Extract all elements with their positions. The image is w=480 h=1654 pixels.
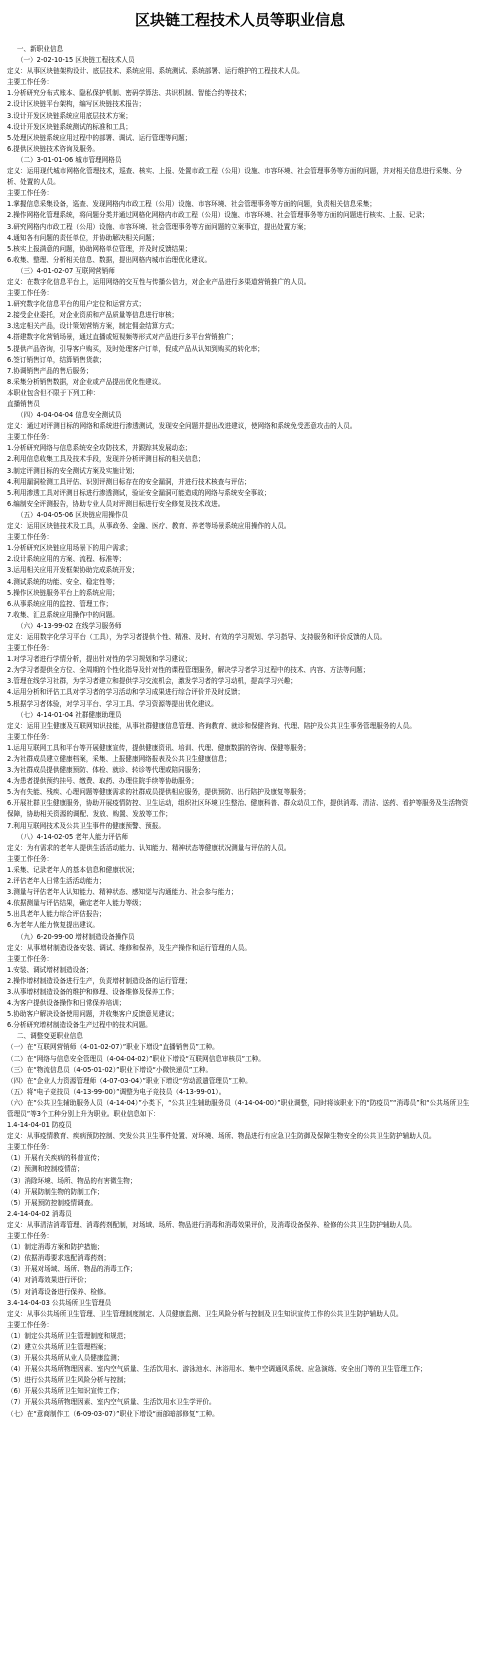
body-text-line: 1.对学习者进行学情分析，提出针对性的学习规划和学习建议； xyxy=(7,655,192,664)
body-text-line: 3.管理在线学习社群，为学习者建立和提供学习交流机会，激发学习者的学习动机，提高学习兴趣； xyxy=(7,677,297,686)
section-heading: 二、调整变更职业信息 xyxy=(16,1032,83,1041)
body-text-line: 4.利用漏洞检测工具评估、识别评测目标存在的安全漏洞，并进行技术核查与评估； xyxy=(7,477,251,486)
body-text-line: 2.为学习者提供全方位、全周期的个性化指导及针对性的课程管理服务，解决学习者学习过程中的技术、内容、方法等问题； xyxy=(7,666,370,675)
body-text-line: 3.制定评测目标的安全测试方案及实施计划； xyxy=(7,466,139,475)
body-text-line: 定义：运用区块链技术及工具，从事政务、金融、医疗、教育、养老等场景系统应用操作的人员。 xyxy=(7,522,291,531)
occupation-heading: （五）4-04-05-06 区块链应用操作员 xyxy=(16,510,129,519)
body-text-line: 2.4-14-04-02 消毒员 xyxy=(7,1209,72,1218)
body-text-line: 5.操作区块链服务平台上的系统应用； xyxy=(7,588,119,597)
body-text-line: 1.分析研究网络与信息系统安全攻防技术，并跟踪其发展动态； xyxy=(7,444,192,453)
body-text-line: 1.4-14-04-01 防疫员 xyxy=(7,1121,72,1130)
body-text-line: 定义：从事清洁消毒管理、消毒药剂配制，对场域、场所、物品进行消毒和消毒效果评价，及消毒设备保养、检修的公共卫生防护辅助人员。 xyxy=(7,1220,416,1229)
body-text-line: 定义：从事公共场所卫生管理、卫生管理制度制定、人员健康监测、卫生风险分析与控制及卫生知识宣传工作的公共卫生防护辅助人员。 xyxy=(7,1309,403,1318)
body-text-line: （2）预测和控制疫情苗； xyxy=(7,1165,84,1174)
body-text-line: 5.处理区块链系统应用过程中的部署、调试、运行管理等问题； xyxy=(7,133,192,142)
document-body xyxy=(7,44,473,1420)
body-text-line: 6.提供区块链技术咨询及服务。 xyxy=(7,144,100,153)
body-text-line: 4.设计开发区块链系统测试的标准和工具； xyxy=(7,122,132,131)
body-text-line: 1.研究数字化信息平台的用户定位和运营方式； xyxy=(7,300,146,309)
body-text-line: 主要工作任务： xyxy=(7,189,54,198)
body-text-line: （5）开展预防控制疫情调查。 xyxy=(7,1198,97,1207)
body-text-line: 8.采集分析销售数据，对企业或产品提出优化性建议。 xyxy=(7,377,165,386)
body-text-line: 定义：在数字化信息平台上，运用网络的交互性与传播公信力，对企业产品进行多渠道营销推广的人员。 xyxy=(7,277,311,286)
body-text-line: 定义：通过对评测目标的网络和系统进行渗透测试，发现安全问题并提出改进建议，使网络和系统免受恶意攻击的人员。 xyxy=(7,422,357,431)
body-text-line: （三）在“物流信息员（4-05-01-02）”职业下增设“小微快递员”工种。 xyxy=(7,1065,213,1074)
body-text-line: 1.采集、记录老年人的基本信息和健康状况； xyxy=(7,865,139,874)
body-text-line: 7.协调销售产品的售后服务； xyxy=(7,366,93,375)
occupation-heading: （六）4-13-99-02 在线学习服务师 xyxy=(16,621,122,630)
body-text-line: （4）对消毒效果进行评价； xyxy=(7,1276,91,1285)
body-text-line: （2）建立公共场所卫生管理档案； xyxy=(7,1342,111,1351)
body-text-line: （2）依据消毒要求选配消毒药剂； xyxy=(7,1254,111,1263)
body-text-line: 2.为社群成员建立健康档案，采集、上报健康网络报表及公共卫生健康信息； xyxy=(7,755,231,763)
body-text-line: （4）开展公共场所物理因素、室内空气质量、生活饮用水、游泳池水、沐浴用水、集中空调通风系统、应急演练、安全出门等的卫生管理工作； xyxy=(7,1365,427,1374)
body-text-line: 7.利用互联网技术及公共卫生事件的健康预警、预报。 xyxy=(7,821,165,830)
occupation-heading: （七）4-14-01-04 社群健康助理员 xyxy=(16,710,122,719)
body-text-line: （六）在“公共卫生辅助服务人员（4-14-04）”小类下，“公共卫生辅助服务员（4-14-04-00）”职业调整，同时将该职业下的“防疫员”“消毒员”和“公共场所卫生管理员”等3个工种分别上升为职业。职业信息如下： xyxy=(7,1098,470,1118)
body-text-line: 2.评估老年人日常生活活动能力； xyxy=(7,877,106,886)
body-text-line: 主要工作任务： xyxy=(7,433,54,442)
body-text-line: 2.设计区块链平台架构，编写区块链技术报告； xyxy=(7,100,146,109)
body-text-line: 5.根据学习者体验，对学习平台、学习工具、学习资源等提出优化建议。 xyxy=(7,699,218,708)
body-text-line: 6.签订销售订单，结算销售货款； xyxy=(7,355,106,364)
body-text-line: 定义：为有需求的老年人提供生活活动能力、认知能力、精神状态等健康状况测量与评估的人员。 xyxy=(7,843,291,852)
body-text-line: 4.通知各有问题的责任单位，并协助解决相关问题； xyxy=(7,233,159,242)
body-text-line: 1.分析研究分布式账本、隐私保护机制、密码学算法、共识机制、智能合约等技术； xyxy=(7,89,251,98)
body-text-line: （一）在“互联网营销师（4-01-02-07）”职业下增设“直播销售员”工种。 xyxy=(7,1043,219,1052)
body-text-line: 7.收集、汇总系统应用操作中的问题。 xyxy=(7,610,119,619)
body-text-line: 主要工作任务： xyxy=(7,289,54,298)
occupation-heading: （二）3-01-01-06 城市管理网格员 xyxy=(16,155,122,164)
body-text-line: 主要工作任务： xyxy=(7,954,54,963)
body-text-line: 5.提供产品咨询，引导客户购买，及时处理客户订单，促成产品从认知到购买的转化率； xyxy=(7,344,264,353)
body-text-line: （3）开展对场域、场所、物品的消毒工作； xyxy=(7,1265,137,1274)
body-text-line: 主要工作任务： xyxy=(7,78,54,87)
body-text-line: （3）开展公共场所从业人员健康监测； xyxy=(7,1354,124,1363)
body-text-line: （1）制定公共场所卫生管理制度和规范； xyxy=(7,1331,130,1340)
occupation-heading: （八）4-14-02-05 老年人能力评估师 xyxy=(16,832,129,841)
body-text-line: 3.设计开发区块链系统应用底层技术方案； xyxy=(7,111,132,120)
body-text-line: 6.分析研究增材制造设备生产过程中的技术问题。 xyxy=(7,1021,152,1030)
body-text-line: 4.搭建数字化营销场景，通过直播或短视频等形式对产品进行多平台营销推广； xyxy=(7,333,238,342)
body-text-line: 主要工作任务： xyxy=(7,854,54,863)
body-text-line: （1）开展有关疾病的科普宣传； xyxy=(7,1154,104,1163)
section-heading: 一、新职业信息 xyxy=(16,45,64,53)
body-text-line: 4.为客户提供设备操作和日常保养培训； xyxy=(7,999,126,1008)
occupation-heading: （九）6-20-99-00 增材制造设备操作员 xyxy=(16,932,135,941)
body-text-line: （四）在“企业人力资源管理师（4-07-03-04）”职业下增设“劳动派遣管理员”工种。 xyxy=(7,1076,252,1085)
body-text-line: 1.掌握信息采集设备，巡查、发现网格内市政工程（公用）设施、市容环境、社会管理事务等方面的问题，负责相关信息采集； xyxy=(7,200,376,209)
body-text-line: 6.从事系统应用的监控、管理工作； xyxy=(7,599,113,608)
body-text-line: 5.核实上报满意的问题，协助网格单位管理，并及时反馈结果； xyxy=(7,244,192,253)
occupation-heading: （三）4-01-02-07 互联网营销师 xyxy=(16,266,115,275)
body-text-line: 定义：从事疫情教育、疾病预防控制、突发公共卫生事件处置、对环境、场所、物品进行有应急卫生防御及保障生物安全的公共卫生防护辅助人员。 xyxy=(7,1132,436,1141)
occupation-heading: （一）2-02-10-15 区块链工程技术人员 xyxy=(16,56,135,65)
body-text-line: 6.编制安全评测报告，协助专业人员对评测目标进行安全修复及技术改进。 xyxy=(7,499,225,508)
body-text-line: 4.测试系统的功能、安全、稳定性等； xyxy=(7,577,119,586)
body-text-line: 5.利用渗透工具对评测目标进行渗透测试，验证安全漏洞可能造成的网络与系统安全事故； xyxy=(7,488,271,497)
body-text-line: 4.依据测量与评估结果，确定老年人能力等级； xyxy=(7,899,146,908)
body-text-line: （5）进行公共场所卫生风险分析与控制； xyxy=(7,1376,130,1385)
body-text-line: 本职业包含但不限于下列工种： xyxy=(7,388,100,397)
body-text-line: 3.从事增材制造设备的维护和修理、设备维修及保养工作； xyxy=(7,987,179,996)
body-text-line: 定义：运用卫生健康及互联网知识技能，从事社群健康信息管理、咨询教育、就诊和保健咨询、代理、陪护及公共卫生事务管理服务的人员。 xyxy=(7,721,416,730)
occupation-heading: （四）4-04-04-04 信息安全测试员 xyxy=(16,411,122,420)
body-text-line: 主要工作任务： xyxy=(7,644,54,653)
body-text-line: 定义：运用现代城市网格化管理技术，巡查、核实、上报、处置市政工程（公用）设施、市容环境、社会管理事务等方面的问题，并对相关信息进行采集、分析、处置的人员。 xyxy=(7,167,462,187)
body-text-line: 2.操作网格化管理系统，将问题分类并通过网格化网格内市政工程（公用）设施、市容环境、社会管理事务等方面的问题进行核实、上报、记录； xyxy=(7,211,429,220)
body-text-line: 2.利用信息收集工具及技术手段，发现并分析评测目标的相关信息； xyxy=(7,455,205,464)
body-text-line: 2.接受企业委托，对企业资质和产品质量等信息进行审核； xyxy=(7,311,179,320)
body-text-line: （五）将“电子竞技员（4-13-99-00）”调整为电子竞技员（4-13-99-01）。 xyxy=(7,1087,226,1096)
body-text-line: （7）开展公共场所物理因素、室内空气质量、生活饮用水卫生学评价。 xyxy=(7,1398,216,1407)
body-text-line: （5）对消毒设备进行保养、检修。 xyxy=(7,1287,111,1296)
body-text-line: 主要工作任务： xyxy=(7,1320,54,1329)
body-text-line: 5.出具老年人能力综合评估报告； xyxy=(7,910,106,919)
body-text-line: 5.为有失能、残疾、心理问题等健康需求的社群成员提供相应服务，提供预防、出行陪护及康复等服务； xyxy=(7,788,311,797)
body-text-line: 4.为患者提供预约挂号、缴费、取药、办理住院手续等协助服务； xyxy=(7,777,198,786)
body-text-line: 定义：从事增材制造设备安装、调试、维修和保养，及生产操作和运行管理的人员。 xyxy=(7,943,251,952)
body-text-line: 1.运用互联网工具和平台等开展健康宣传，提供健康资讯、培训、代理、健康数据的咨询、保健等服务； xyxy=(7,743,311,752)
body-text-line: 6.开展社群卫生健康服务，协助开展疫情防控、卫生运动，组织社区环境卫生整治、健康科普、群众动员工作，提供消毒、清洁、送药、看护等服务及生活物资保障，协助相关资源的调配、发放、购置、发放等工作； xyxy=(7,799,469,819)
body-text-line: 直播销售员 xyxy=(7,400,40,408)
body-text-line: 6.为老年人能力恢复提出建议。 xyxy=(7,921,100,930)
body-text-line: 3.研究网格内市政工程（公用）设施、市容环境、社会管理事务等方面问题的立案事宜，提出处置方案； xyxy=(7,222,311,231)
body-text-line: 5.协助客户解决设备使用问题，并收集客户反馈意见建议； xyxy=(7,1010,179,1019)
body-text-line: 3.4-14-04-03 公共场所卫生管理员 xyxy=(7,1298,112,1307)
body-text-line: 定义：运用数字化学习平台（工具），为学习者提供个性、精准、及时、有效的学习规划、学习指导、支持服务和评价反馈的人员。 xyxy=(7,632,387,641)
body-text-line: （七）在“意商制作工（6-09-03-07）”职业下增设“面部暗部修复”工种。 xyxy=(7,1409,219,1418)
body-text-line: （二）在“网络与信息安全管理员（4-04-04-02）”职业下增设“互联网信息审核员”工种。 xyxy=(7,1054,265,1063)
body-text-line: 1.分析研究区块链应用场景下的用户需求； xyxy=(7,544,132,553)
body-text-line: 3.测量与评估老年人认知能力、精神状态、感知觉与沟通能力、社会参与能力； xyxy=(7,888,238,897)
body-text-line: 主要工作任务： xyxy=(7,1232,54,1241)
body-text-line: （1）制定消毒方案和防护措施； xyxy=(7,1243,104,1252)
body-text-line: 1.安装、调试增材制造设备； xyxy=(7,965,93,974)
document-title: 区块链工程技术人员等职业信息 xyxy=(134,11,345,29)
body-text-line: （6）开展公共场所卫生知识宣传工作； xyxy=(7,1387,124,1396)
body-text-line: 2.设计系统应用的方案、流程、标准等； xyxy=(7,555,126,564)
body-text-line: 3.选定相关产品，设计策划营销方案，制定佣金结算方式； xyxy=(7,322,179,331)
body-text-line: 主要工作任务： xyxy=(7,533,54,542)
body-text-line: 定义：从事区块链架构设计、底层技术、系统应用、系统测试、系统部署、运行维护的工程技术人员。 xyxy=(7,67,304,76)
body-text-line: 6.收集、整理、分析相关信息、数据，提出网格内城市治理优化建议。 xyxy=(7,255,212,264)
body-text-line: 主要工作任务： xyxy=(7,1143,54,1152)
body-text-line: 2.操作增材制造设备进行生产，负责增材制造设备的运行管理； xyxy=(7,976,192,985)
body-text-line: 3.运用相关应用开发框架协助完成系统开发； xyxy=(7,566,139,575)
body-text-line: （4）开展防制生物的防制工作； xyxy=(7,1187,104,1196)
body-text-line: 3.为社群成员提供健康预防、体检、就诊、转诊等代理或陪同服务； xyxy=(7,766,205,775)
body-text-line: 4.运用分析和评估工具对学习者的学习活动和学习成果进行综合评价并及时反馈； xyxy=(7,688,245,697)
body-text-line: （3）消除环境、场所、物品的有害微生物； xyxy=(7,1176,137,1185)
body-text-line: 主要工作任务： xyxy=(7,732,54,741)
